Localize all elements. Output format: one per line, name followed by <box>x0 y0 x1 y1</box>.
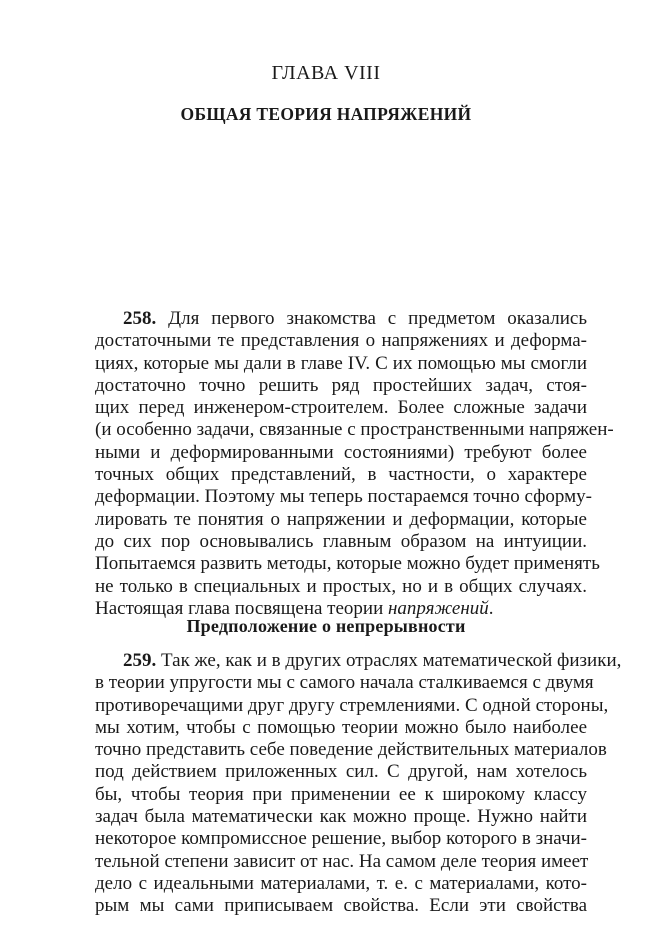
paragraph-line: точно представить себе поведение действительных материалов <box>95 739 607 761</box>
paragraph-line: (и особенно задачи, связанные с пространственными напряжен- <box>95 419 614 441</box>
paragraph-258 <box>95 308 614 620</box>
paragraph-line: мы хотим, чтобы с помощью теории можно было наиболее <box>95 716 587 738</box>
paragraph-line <box>95 650 622 672</box>
paragraph-line <box>95 308 587 330</box>
paragraph-line: некоторое компромиссное решение, выбор которого в значи- <box>95 828 587 850</box>
paragraph-line: бы, чтобы теория при применении ее к широкому классу <box>95 783 587 805</box>
section-heading: Предположение о непрерывности <box>186 616 466 636</box>
paragraph-line: точных общих представлений, в частности, о характере <box>95 464 587 486</box>
paragraph-line: деформации. Поэтому мы теперь постараемся точно сформу- <box>95 486 592 508</box>
paragraph-line-text: . <box>488 597 494 619</box>
paragraph-line: дело с идеальными материалами, т. е. с материалами, кото- <box>95 872 587 894</box>
emphasized-term: напряжений <box>388 597 489 619</box>
paragraph-line: ными и деформированными состояниями) требуют более <box>95 441 587 463</box>
paragraph-line: под действием приложенных сил. С другой, нам хотелось <box>95 761 587 783</box>
paragraph-line: щих перед инженером-строителем. Более сложные задачи <box>95 397 587 419</box>
paragraph-number: 258. <box>123 308 157 329</box>
paragraph-line: рым мы сами приписываем свойства. Если эти свойства <box>95 895 587 917</box>
paragraph-line: достаточно точно решить ряд простейших задач, стоя- <box>95 374 587 396</box>
paragraph-line: не только в специальных и простых, но и в общих случаях. <box>95 575 587 597</box>
paragraph-line: достаточными те представления о напряжениях и деформа- <box>95 330 587 352</box>
paragraph-259 <box>95 650 622 918</box>
paragraph-line-text: Настоящая глава посвящена теории <box>95 597 388 619</box>
chapter-title: ОБЩАЯ ТЕОРИЯ НАПРЯЖЕНИЙ <box>180 104 472 124</box>
paragraph-line: противоречащими друг другу стремлениями. С одной стороны, <box>95 694 609 716</box>
paragraph-line-text: Для первого знакомства с предметом оказались <box>168 308 587 329</box>
paragraph-line: лировать те понятия о напряжении и деформации, которые <box>95 508 587 530</box>
paragraph-line: в теории упругости мы с самого начала сталкиваемся с двумя <box>95 672 594 694</box>
paragraph-line: задач была математически как можно проще. Нужно найти <box>95 806 587 828</box>
paragraph-line: до сих пор основывались главным образом на интуиции. <box>95 530 587 552</box>
paragraph-line-text: Так же, как и в других отраслях математической физики, <box>161 650 622 671</box>
chapter-label: ГЛАВА VIII <box>271 62 381 84</box>
paragraph-number: 259. <box>123 650 157 671</box>
paragraph-line: Попытаемся развить методы, которые можно будет применять <box>95 553 600 575</box>
paragraph-line: тельной степени зависит от нас. На самом деле теория имеет <box>95 850 589 872</box>
paragraph-line: циях, которые мы дали в главе IV. С их помощью мы смогли <box>95 352 587 374</box>
